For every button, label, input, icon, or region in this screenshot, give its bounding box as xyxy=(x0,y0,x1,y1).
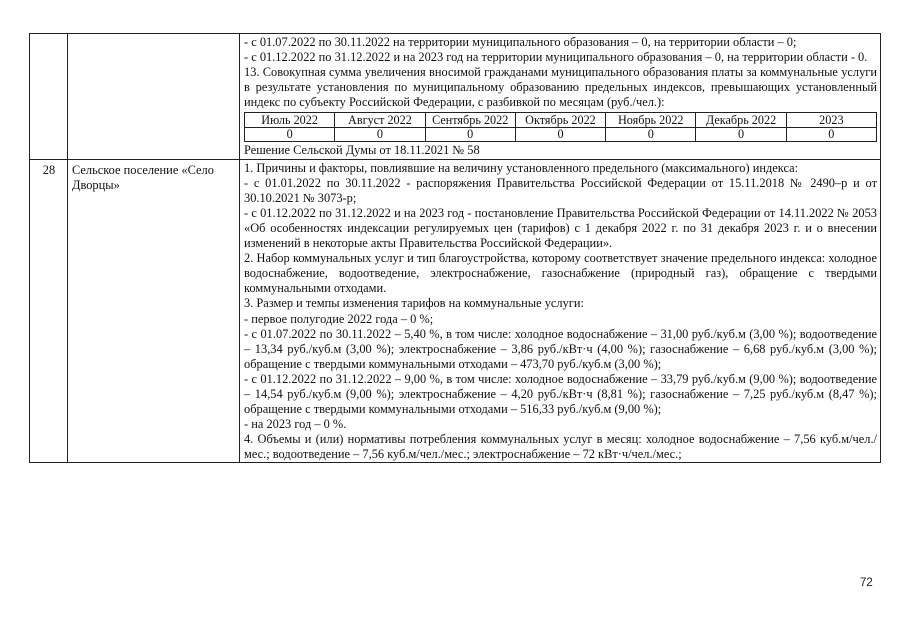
row-number-cell: 28 xyxy=(30,159,68,463)
month-header: Ноябрь 2022 xyxy=(606,113,696,128)
text-paragraph: - на 2023 год – 0 %. xyxy=(244,417,347,432)
month-header: Июль 2022 xyxy=(245,113,335,128)
month-value: 0 xyxy=(696,128,786,142)
month-header: Сентябрь 2022 xyxy=(425,113,515,128)
settlement-name-cell: Сельское поселение «Село Дворцы» xyxy=(68,159,240,463)
table-row xyxy=(30,34,881,160)
row-number-cell xyxy=(30,34,68,160)
month-header: 2023 xyxy=(786,113,876,128)
row-content-cell xyxy=(240,34,881,160)
text-paragraph: - с 01.07.2022 по 30.11.2022 – 5,40 %, в том числе: холодное водоснабжение – 31,00 руб./куб.м (3,00 %); водоотведение – 13,34 руб./куб.м (3,00 %); электроснабжение – 3,86 руб./кВт·ч (4,00 %); газоснабжение – 6,68 руб./куб.м (3,00 %); обращение с твердыми коммунальными отходами – 473,70 руб./куб.м (3,00 %); xyxy=(244,326,877,371)
month-value: 0 xyxy=(425,128,515,142)
indices-table xyxy=(29,33,881,463)
text-paragraph: - с 01.07.2022 по 30.11.2022 на территории муниципального образования – 0, на территории области – 0; xyxy=(244,35,797,49)
month-header: Декабрь 2022 xyxy=(696,113,786,128)
text-paragraph: 1. Причины и факторы, повлиявшие на величину установленного предельного (максимального) индекса: xyxy=(244,160,799,175)
row-content-cell xyxy=(240,159,881,463)
text-paragraph: - первое полугодие 2022 года – 0 %; xyxy=(244,311,434,326)
month-header-row xyxy=(245,113,877,128)
text-paragraph: 3. Размер и темпы изменения тарифов на коммунальные услуги: xyxy=(244,296,584,311)
month-value-row xyxy=(245,128,877,142)
decision-reference: Решение Сельской Думы от 18.11.2021 № 58 xyxy=(244,143,480,158)
monthly-amount-table xyxy=(244,112,877,142)
month-value: 0 xyxy=(335,128,425,142)
month-value: 0 xyxy=(245,128,335,142)
month-value: 0 xyxy=(515,128,605,142)
settlement-name-cell xyxy=(68,34,240,160)
text-paragraph: 13. Совокупная сумма увеличения вносимой гражданами муниципального образования платы за коммунальные услуги в результате установления по муниципальному образованию предельных индексов, превышающих установленный индекс по субъекту Российской Федерации, с разбивкой по месяцам (руб./чел.): xyxy=(244,65,877,110)
text-paragraph: 4. Объемы и (или) нормативы потребления коммунальных услуг в месяц: холодное водоснабжение – 7,56 куб.м/чел./мес.; водоотведение – 7,56 куб.м/чел./мес.; электроснабжение – 72 кВт·ч/чел./мес.; xyxy=(244,432,877,462)
month-header: Август 2022 xyxy=(335,113,425,128)
month-value: 0 xyxy=(606,128,696,142)
month-value: 0 xyxy=(786,128,876,142)
table-row xyxy=(30,159,881,463)
page-number: 72 xyxy=(860,577,873,589)
text-paragraph: - с 01.01.2022 по 30.11.2022 - распоряжения Правительства Российской Федерации от 15.11.2018 № 2490–р и от 30.10.2021 № 3073-р; xyxy=(244,175,877,205)
text-paragraph: - с 01.12.2022 по 31.12.2022 и на 2023 год на территории муниципального образования – 0, на территории области - 0. xyxy=(244,50,868,65)
text-paragraph: 2. Набор коммунальных услуг и тип благоустройства, которому соответствует значение предельного индекса: холодное водоснабжение, водоотведение, электроснабжение, газоснабжение (природный газ), обращение с твердыми коммунальными отходами. xyxy=(244,251,877,296)
text-paragraph: - с 01.12.2022 по 31.12.2022 и на 2023 год - постановление Правительства Российской Федерации от 14.11.2022 № 2053 «Об особенностях индексации регулируемых цен (тарифов) с 1 декабря 2022 г. по 31 декабря 2023 г. и о внесении изменений в некоторые акты Правительства Российской Федерации». xyxy=(244,205,877,251)
month-header: Октябрь 2022 xyxy=(515,113,605,128)
text-paragraph: - с 01.12.2022 по 31.12.2022 – 9,00 %, в том числе: холодное водоснабжение – 33,79 руб./куб.м (9,00 %); водоотведение – 14,54 руб./куб.м (9,00 %); электроснабжение – 4,20 руб./кВт·ч (8,81 %); газоснабжение – 7,25 руб./куб.м (8,47 %); обращение с твердыми коммунальными отходами – 516,33 руб./куб.м (9,00 %); xyxy=(244,371,877,417)
